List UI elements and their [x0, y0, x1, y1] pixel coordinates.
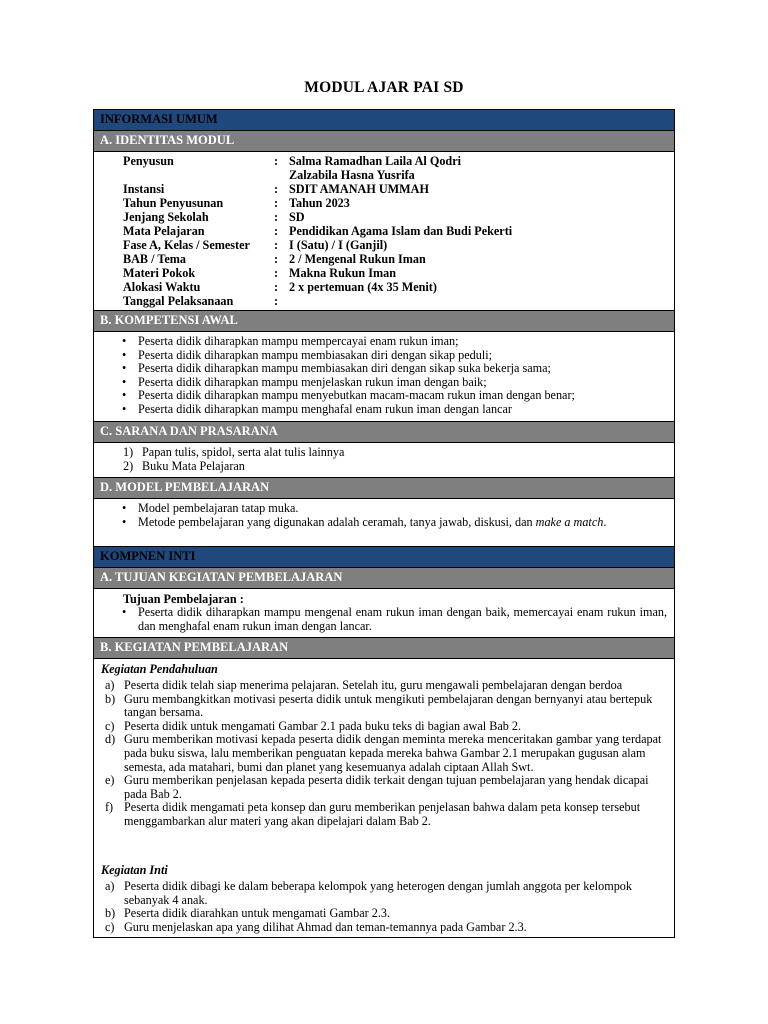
list-item	[120, 376, 665, 390]
kompetensi-text: Peserta didik diharapkan mampu menghafal enam rukun iman dengan lancar	[138, 401, 512, 416]
identitas-colon: :	[274, 252, 279, 266]
kegiatan-text: Peserta didik diarahkan untuk mengamati Gambar 2.3.	[124, 906, 391, 921]
bullet-icon: •	[122, 374, 127, 389]
identitas-value: Salma Ramadhan Laila Al Qodri	[289, 154, 462, 168]
list-marker: d)	[105, 732, 116, 747]
sarana-text: Papan tulis, spidol, serta alat tulis lainnya	[142, 445, 345, 459]
inti-heading: Kegiatan Inti	[101, 863, 168, 877]
inti-list	[105, 880, 667, 934]
identitas-label: Tanggal Pelaksanaan	[123, 294, 234, 308]
kegiatan-text: Peserta didik dibagi ke dalam beberapa kelompok yang heterogen dengan jumlah anggota per kelompok sebanyak 4 anak.	[124, 879, 632, 907]
model-text-end: .	[603, 514, 607, 529]
kompetensi-text: Peserta didik diharapkan mampu mempercayai enam rukun iman;	[138, 334, 459, 348]
bullet-icon: •	[122, 605, 127, 619]
kompetensi-text: Peserta didik diharapkan mampu membiasakan diri dengan sikap suka bekerja sama;	[138, 361, 551, 376]
identitas-value: Tahun 2023	[289, 196, 350, 210]
bullet-icon: •	[122, 347, 127, 362]
divider	[94, 588, 674, 589]
list-item	[123, 446, 663, 460]
identitas-label: Fase A, Kelas / Semester	[123, 238, 250, 252]
section-header-identitas-modul: A. IDENTITAS MODUL	[94, 131, 674, 151]
list-marker: a)	[105, 879, 115, 893]
identitas-value: I (Satu) / I (Ganjil)	[289, 238, 388, 252]
identitas-colon: :	[274, 294, 279, 308]
identitas-colon: :	[274, 154, 279, 168]
module-table	[93, 109, 675, 938]
section-header-kompnen-inti: KOMPNEN INTI	[94, 547, 674, 567]
identitas-colon: :	[274, 224, 279, 238]
kompetensi-text: Peserta didik diharapkan mampu membiasakan diri dengan sikap peduli;	[138, 347, 493, 362]
list-item	[120, 516, 666, 530]
bullet-icon: •	[122, 401, 127, 416]
pendahuluan-heading: Kegiatan Pendahuluan	[101, 662, 218, 676]
kegiatan-text: Peserta didik untuk mengamati Gambar 2.1 pada buku teks di bagian awal Bab 2.	[124, 718, 522, 733]
kompetensi-text: Peserta didik diharapkan mampu menyebutkan macam-macam rukun iman dengan benar;	[138, 388, 575, 403]
divider	[94, 331, 674, 332]
bullet-icon: •	[122, 361, 127, 376]
kompetensi-list	[120, 335, 665, 417]
model-list	[120, 502, 666, 529]
identitas-label: BAB / Tema	[123, 252, 186, 266]
identitas-value: Makna Rukun Iman	[289, 266, 397, 280]
bullet-icon: •	[122, 514, 127, 529]
kegiatan-text: Guru membangkitkan motivasi peserta didik untuk mengikuti pembelajaran dengan bernyanyi atau bertepuk tangan bersama.	[124, 691, 653, 720]
divider	[94, 442, 674, 443]
list-marker: a)	[105, 678, 115, 692]
list-marker: f)	[105, 800, 114, 815]
list-marker: b)	[105, 906, 116, 921]
section-header-tujuan: A. TUJUAN KEGIATAN PEMBELAJARAN	[94, 568, 674, 588]
identitas-label: Instansi	[123, 182, 165, 196]
list-item	[105, 679, 667, 693]
identitas-value: 2 / Mengenal Rukun Iman	[289, 252, 426, 266]
pendahuluan-list	[105, 679, 667, 829]
kegiatan-text: Guru menjelaskan apa yang dilihat Ahmad dan teman-temannya pada Gambar 2.3.	[124, 919, 527, 934]
list-item	[105, 720, 667, 734]
bullet-icon: •	[122, 334, 127, 348]
list-marker: c)	[105, 718, 115, 733]
list-item	[105, 733, 667, 774]
identitas-value: Pendidikan Agama Islam dan Budi Pekerti	[289, 224, 513, 238]
kegiatan-text: Peserta didik telah siap menerima pelajaran. Setelah itu, guru mengawali pembelajaran dengan berdoa	[124, 678, 623, 692]
list-item	[123, 460, 663, 474]
identitas-colon: :	[274, 266, 279, 280]
list-item	[105, 801, 667, 828]
bullet-icon: •	[122, 388, 127, 403]
list-item	[105, 880, 667, 907]
list-marker: c)	[105, 919, 115, 934]
sarana-list	[123, 446, 663, 473]
list-item	[120, 502, 666, 516]
model-text: Metode pembelajaran yang digunakan adalah ceramah, tanya jawab, diskusi, dan	[138, 514, 536, 529]
list-item	[105, 693, 667, 720]
list-item	[105, 921, 667, 935]
kegiatan-text: Guru memberikan motivasi kepada peserta didik dengan meminta mereka menceritakan gambar yang terdapat pada buku siswa, lalu memberikan penguatan kepada mereka bahwa Gambar 2.1 merupakan gugusan alam semesta, ada matahari, bumi dan planet yang kesemuanya adalah ciptaan Allah Swt.	[124, 732, 662, 774]
list-item	[120, 389, 665, 403]
tujuan-list	[120, 606, 667, 633]
identitas-colon: :	[274, 238, 279, 252]
identitas-label: Penyusun	[123, 154, 174, 168]
identitas-label: Alokasi Waktu	[123, 280, 201, 294]
section-header-kompetensi-awal: B. KOMPETENSI AWAL	[94, 311, 674, 331]
list-item	[120, 335, 665, 349]
divider	[94, 498, 674, 499]
list-item	[105, 907, 667, 921]
model-text: Model pembelajaran tatap muka.	[138, 501, 299, 515]
list-item	[105, 774, 667, 801]
identitas-colon: :	[274, 210, 279, 224]
identitas-colon: :	[274, 196, 279, 210]
divider	[94, 658, 674, 659]
list-item	[120, 349, 665, 363]
identitas-value: Zalzabila Hasna Yusrifa	[289, 168, 415, 182]
list-marker: 1)	[123, 445, 134, 459]
document-title: MODUL AJAR PAI SD	[304, 79, 464, 96]
kompetensi-text: Peserta didik diharapkan mampu menjelaskan rukun iman dengan baik;	[138, 374, 487, 389]
model-text-italic: make a match	[535, 514, 604, 529]
kegiatan-text: Peserta didik mengamati peta konsep dan guru memberikan penjelasan bahwa dalam peta konsep tersebut menggambarkan alur materi yang akan dipelajari dalam Bab 2.	[124, 800, 641, 828]
identitas-value: SD	[289, 210, 305, 224]
list-item	[120, 606, 667, 633]
tujuan-text: Peserta didik diharapkan mampu mengenal enam rukun iman dengan baik, memercayai enam rukun iman, dan menghafal enam rukun iman dengan lancar.	[138, 605, 667, 633]
identitas-colon: :	[274, 182, 279, 196]
section-header-informasi-umum: INFORMASI UMUM	[94, 110, 674, 130]
list-item	[120, 362, 665, 376]
identitas-colon: :	[274, 280, 279, 294]
tujuan-heading: Tujuan Pembelajaran :	[123, 592, 244, 606]
sarana-text: Buku Mata Pelajaran	[142, 458, 245, 473]
list-marker: b)	[105, 691, 116, 706]
identitas-label: Materi Pokok	[123, 266, 196, 280]
section-header-sarana: C. SARANA DAN PRASARANA	[94, 422, 674, 442]
bullet-icon: •	[122, 501, 127, 515]
list-item	[120, 403, 665, 417]
kegiatan-text: Guru memberikan penjelasan kepada peserta didik terkait dengan tujuan pembelajaran yang hendak dicapai pada Bab 2.	[124, 773, 649, 801]
list-marker: 2)	[123, 458, 134, 473]
identitas-value: 2 x pertemuan (4x 35 Menit)	[289, 280, 437, 294]
identitas-label: Jenjang Sekolah	[123, 210, 209, 224]
section-header-kegiatan: B. KEGIATAN PEMBELAJARAN	[94, 638, 674, 658]
section-header-model: D. MODEL PEMBELAJARAN	[94, 478, 674, 498]
divider	[94, 151, 674, 152]
identitas-label: Mata Pelajaran	[123, 224, 205, 238]
identitas-value: SDIT AMANAH UMMAH	[289, 182, 429, 196]
identitas-label: Tahun Penyusunan	[123, 196, 224, 210]
list-marker: e)	[105, 773, 115, 788]
